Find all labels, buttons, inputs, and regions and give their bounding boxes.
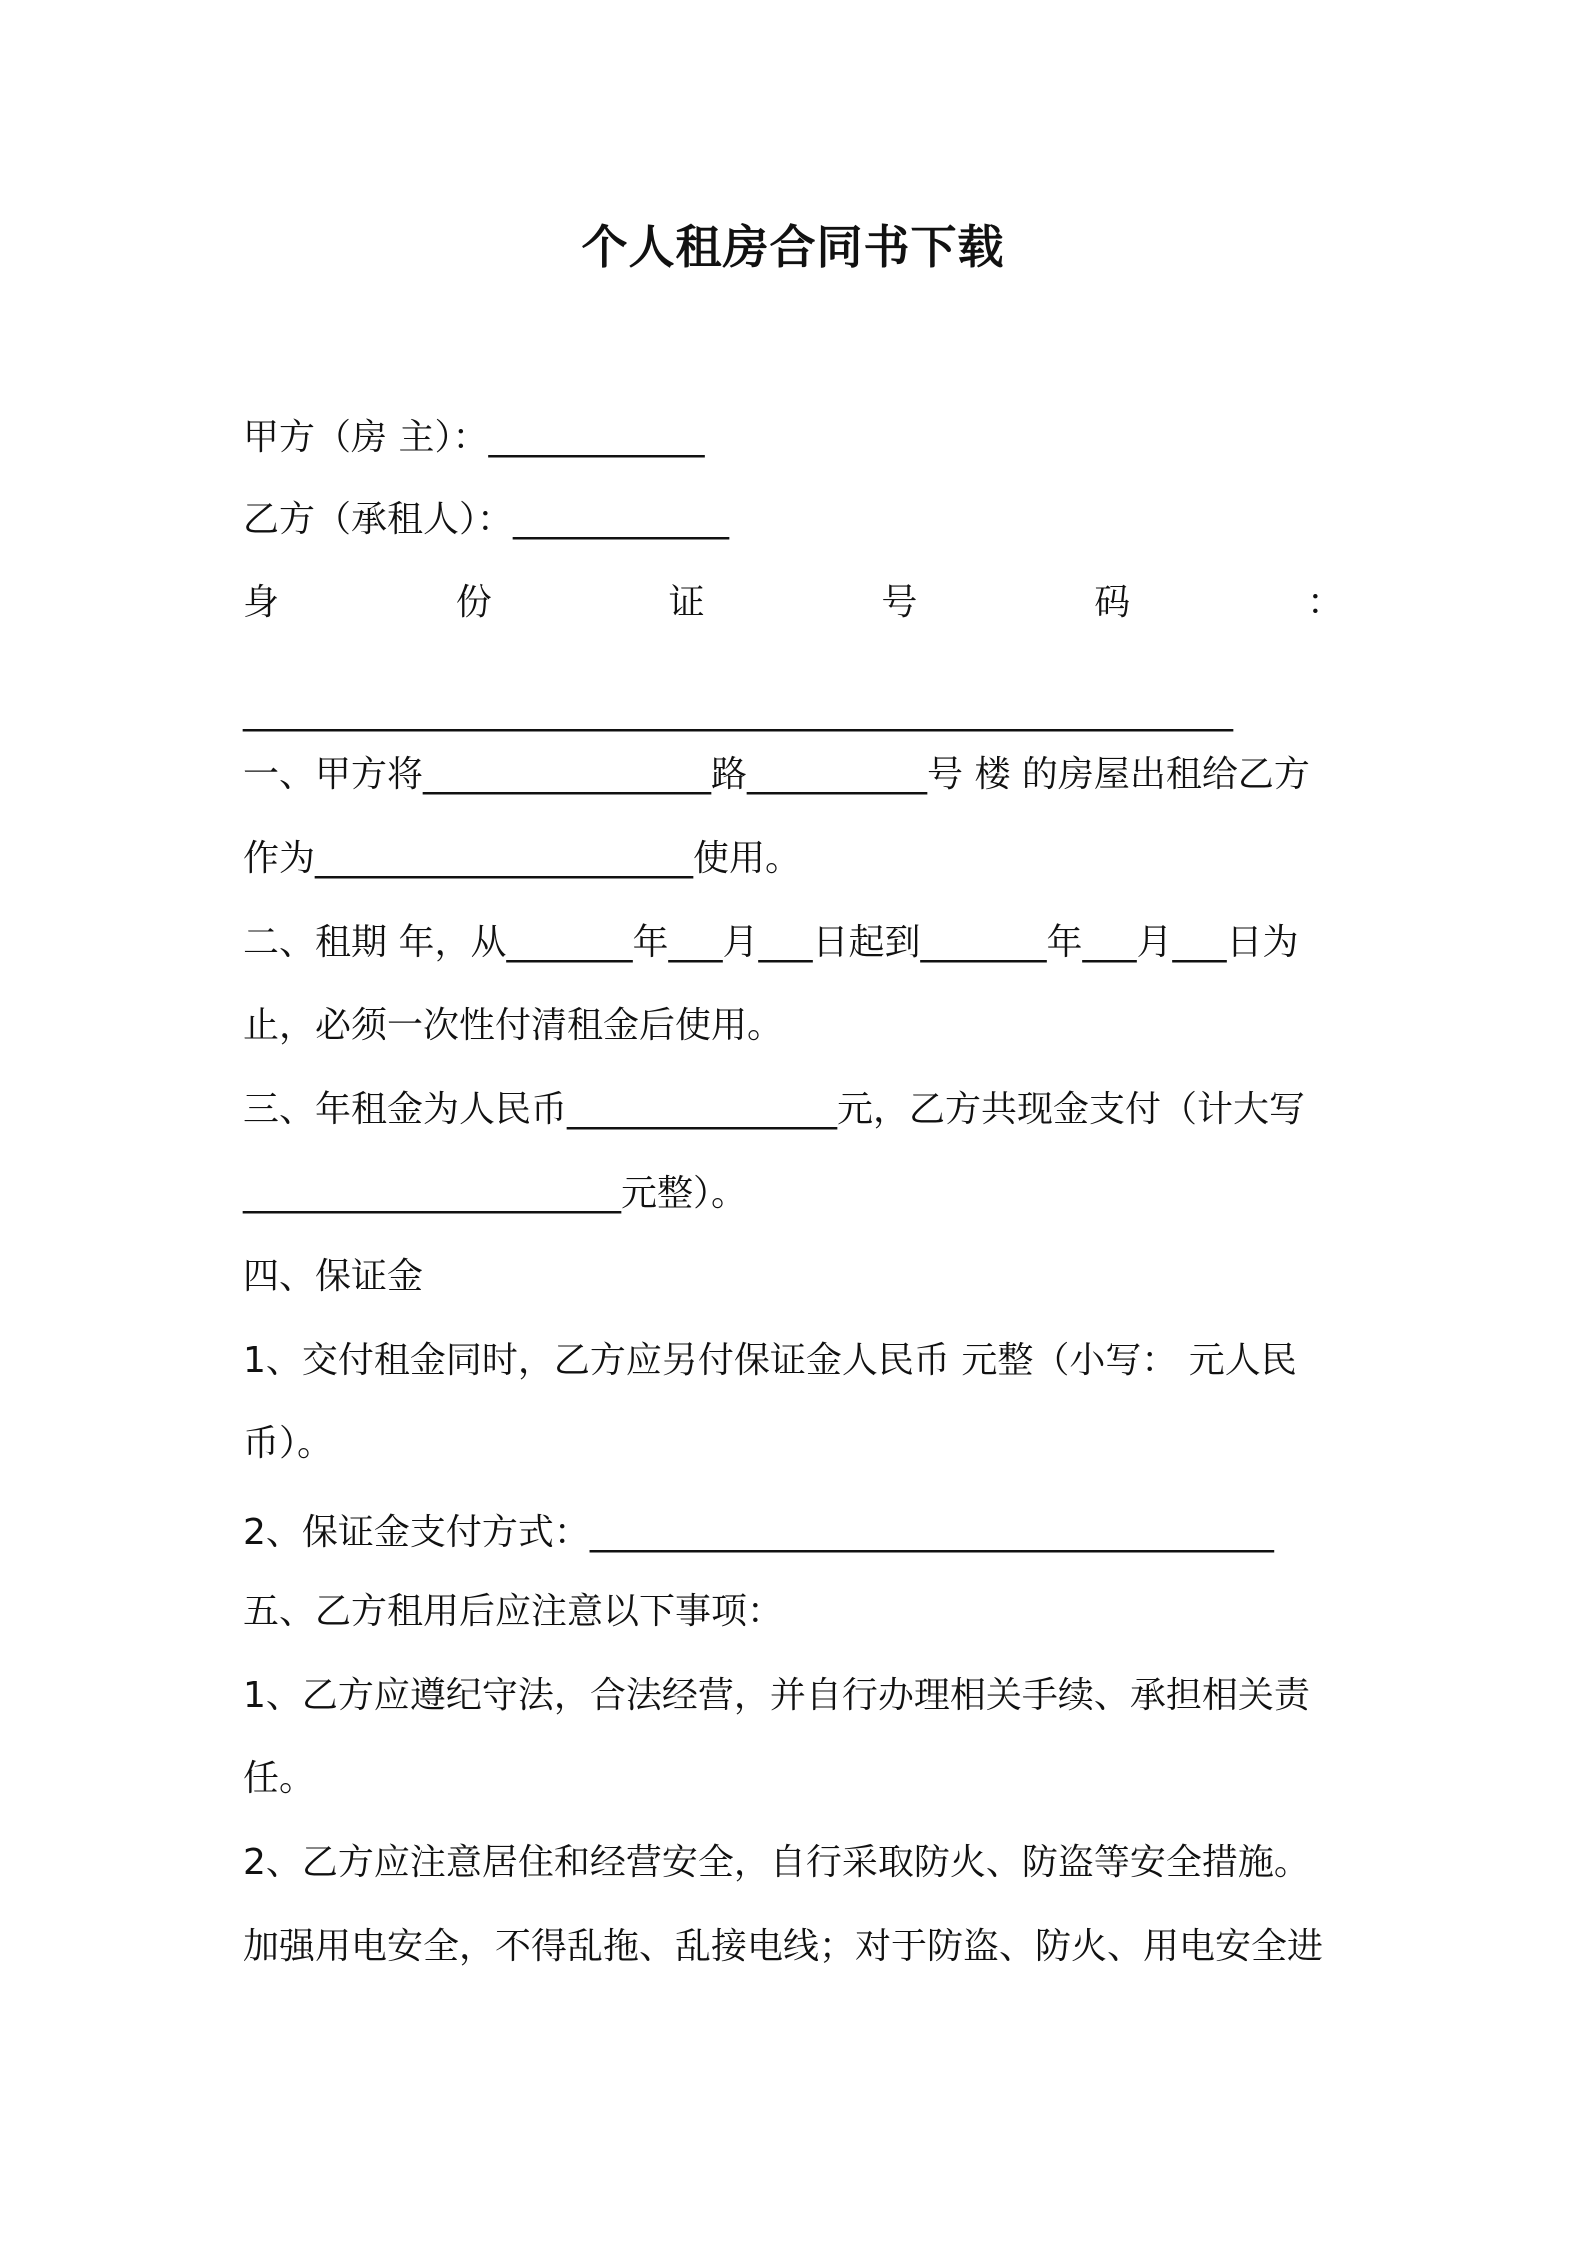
clause-2-line-1: 二、租期 年，从_______年___月___日起到_______年___月___日为 [243, 922, 1299, 963]
clause-5-1-line-1: 1、乙方应遵纪守法，合法经营，并自行办理相关手续、承担相关责 [243, 1675, 1310, 1716]
clause-1-line-1: 一、甲方将________________路__________号 楼 的房屋出租给乙方 [243, 754, 1310, 795]
clause-4-2-line: 2、保证金支付方式：______________________________________ [243, 1512, 1274, 1553]
id-label-char: 证 [668, 582, 705, 623]
document-title: 个人租房合同书下载 [581, 220, 1005, 274]
clause-4-1-line-2: 币）。 [243, 1423, 334, 1464]
clause-2-line-2: 止，必须一次性付清租金后使用。 [243, 1005, 784, 1046]
clause-1-line-2: 作为_____________________使用。 [243, 838, 802, 879]
id-label-char: ： [1306, 582, 1343, 623]
clause-5-2-line-2: 加强用电安全，不得乱拖、乱接电线；对于防盗、防火、用电安全进 [243, 1926, 1324, 1967]
clause-5-1-line-2: 任。 [243, 1758, 316, 1799]
clause-5-heading: 五、乙方租用后应注意以下事项： [243, 1591, 784, 1632]
clause-3-line-1: 三、年租金为人民币_______________元，乙方共现金支付（计大写 [243, 1089, 1306, 1130]
id-number-blank: _______________________________________________________ [243, 691, 1233, 732]
clause-5-2-line-1: 2、乙方应注意居住和经营安全，自行采取防火、防盗等安全措施。 [243, 1842, 1310, 1883]
party-a-line: 甲方（房 主）：____________ [243, 417, 705, 458]
id-label-char: 码 [1094, 582, 1131, 623]
clause-3-line-2: _____________________元整）。 [243, 1173, 748, 1214]
id-label-char: 号 [881, 582, 918, 623]
party-b-line: 乙方（承租人）：____________ [243, 499, 730, 540]
clause-4-heading: 四、保证金 [243, 1256, 424, 1297]
id-label-char: 身 [243, 582, 280, 623]
id-number-label [243, 573, 1343, 633]
id-label-char: 份 [455, 582, 492, 623]
clause-4-1-line-1: 1、交付租金同时，乙方应另付保证金人民币 元整（小写： 元人民 [243, 1340, 1297, 1381]
